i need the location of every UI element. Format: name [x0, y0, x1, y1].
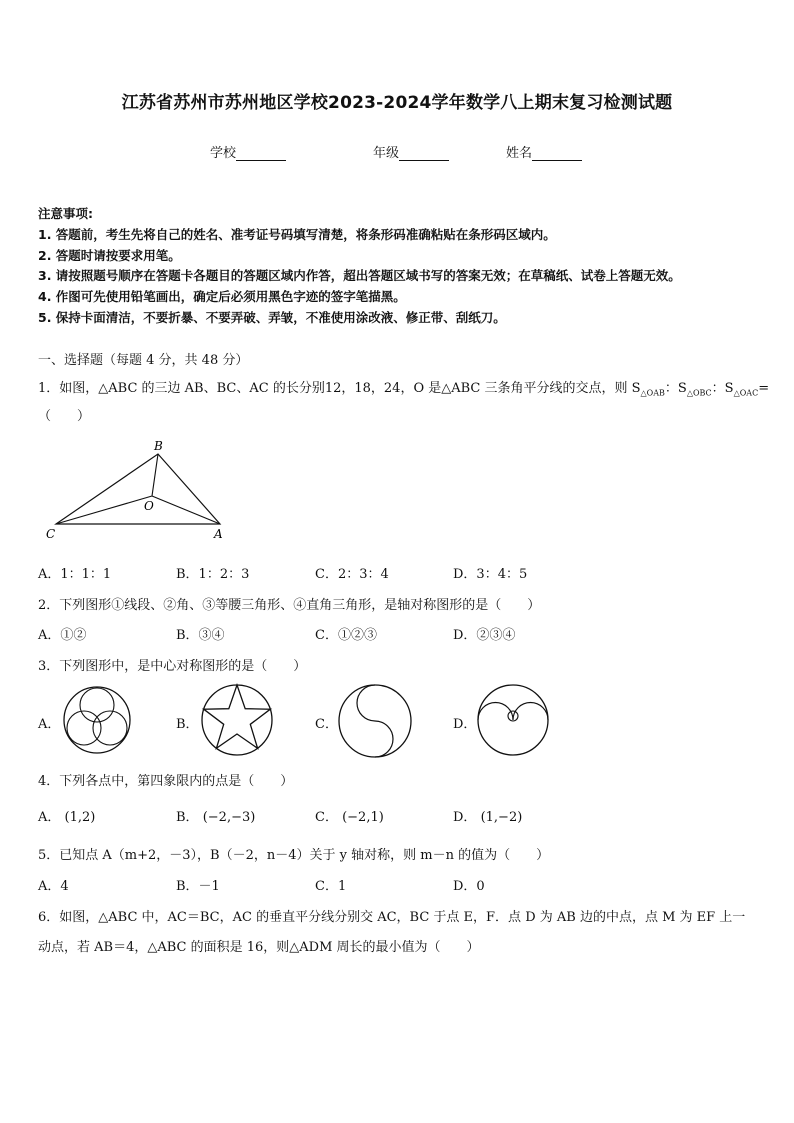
- q4-option-a-label: A．: [38, 810, 61, 825]
- school-label: 学校: [210, 146, 237, 161]
- yin-yang-curve-icon: [337, 683, 413, 759]
- school-blank[interactable]: [236, 147, 286, 161]
- q1-sub-oab: △OAB: [640, 388, 665, 398]
- trefoil-circle-icon: [62, 685, 132, 755]
- q5-option-c[interactable]: C．1: [315, 879, 347, 894]
- q4-option-d-value: (1,−2): [480, 810, 523, 825]
- q5-option-b[interactable]: B．－1: [176, 879, 220, 894]
- q2-option-c[interactable]: C．①②③: [315, 628, 377, 643]
- q1-sub-oac: △OAC: [733, 388, 759, 398]
- question-1-text: [38, 377, 769, 398]
- segment-oa: [152, 496, 220, 524]
- q1-text-part: 1．如图，△ABC 的三边 AB、BC、AC 的长分别12，18，24，O 是△ABC 三条角平分线的交点，则 S: [38, 381, 641, 396]
- question-2-text: 2．下列图形①线段、②角、③等腰三角形、④直角三角形，是轴对称图形的是（ ）: [38, 598, 541, 613]
- question-5-text: 5．已知点 A（m+2，－3），B（－2，n－4）关于 y 轴对称，则 m－n 的值为（ ）: [38, 848, 550, 863]
- name-field[interactable]: [506, 142, 582, 161]
- grade-blank[interactable]: [399, 147, 449, 161]
- q1-equals: =: [758, 381, 770, 396]
- q1-sep: ：S: [664, 381, 687, 396]
- segment-co: [56, 496, 152, 524]
- question-6-text-line2: 动点，若 AB＝4，△ABC 的面积是 16，则△ADM 周长的最小值为（ ）: [38, 940, 480, 955]
- q4-option-b[interactable]: [176, 806, 255, 825]
- q1-sep: ：S: [711, 381, 734, 396]
- question-4-text: 4．下列各点中，第四象限内的点是（ ）: [38, 774, 294, 789]
- label-c: C: [46, 527, 56, 541]
- q4-option-b-label: B．: [176, 810, 199, 825]
- notice-item: 1. 答题前，考生先将自己的姓名、准考证号码填写清楚，将条形码准确粘贴在条形码区域内。: [38, 227, 556, 242]
- q4-option-a-value: (1,2): [64, 810, 96, 825]
- q1-option-c[interactable]: C．2：3：4: [315, 567, 389, 582]
- grade-field[interactable]: [373, 142, 449, 161]
- q4-option-a[interactable]: [38, 806, 95, 825]
- q3-option-c[interactable]: C．: [315, 717, 338, 732]
- notice-item: 2. 答题时请按要求用笔。: [38, 248, 181, 263]
- star-in-circle-icon: [200, 683, 274, 757]
- notice-item: 4. 作图可先使用铅笔画出，确定后必须用黑色字迹的签字笔描黑。: [38, 289, 406, 304]
- q1-option-b[interactable]: B．1：2：3: [176, 567, 250, 582]
- notice-heading: 注意事项:: [38, 206, 93, 221]
- q2-option-d[interactable]: D．②③④: [453, 628, 516, 643]
- q3-option-b[interactable]: B．: [176, 717, 199, 732]
- grade-label: 年级: [373, 146, 400, 161]
- segment-ob: [152, 454, 158, 496]
- question-1-paren: （ ）: [38, 409, 91, 424]
- q5-option-d[interactable]: D．0: [453, 879, 485, 894]
- q4-option-d[interactable]: [453, 806, 522, 825]
- name-blank[interactable]: [532, 147, 582, 161]
- notice-item: 5. 保持卡面清洁，不要折暴、不要弄破、弄皱，不准使用涂改液、修正带、刮纸刀。: [38, 310, 506, 325]
- q4-option-c[interactable]: [315, 806, 384, 825]
- question-6-text-line1: 6．如图，△ABC 中，AC＝BC，AC 的垂直平分线分别交 AC，BC 于点 E，F．点 D 为 AB 边的中点，点 M 为 EF 上一: [38, 910, 746, 925]
- name-label: 姓名: [506, 146, 533, 161]
- notice-item: 3. 请按照题号顺序在答题卡各题目的答题区域内作答，超出答题区域书写的答案无效；在草稿纸、试卷上答题无效。: [38, 268, 681, 283]
- q4-option-d-label: D．: [453, 810, 477, 825]
- question-3-text: 3．下列图形中，是中心对称图形的是（ ）: [38, 659, 307, 674]
- q4-option-c-value: (−2,1): [342, 810, 384, 825]
- q4-option-b-value: (−2,−3): [202, 810, 256, 825]
- q1-option-d[interactable]: D．3：4：5: [453, 567, 528, 582]
- q1-sub-obc: △OBC: [686, 388, 712, 398]
- label-b: B: [154, 439, 163, 453]
- q1-triangle-figure: [40, 436, 240, 546]
- q5-option-a[interactable]: A．4: [38, 879, 69, 894]
- arches-with-small-circle-icon: [476, 683, 550, 757]
- school-field[interactable]: [210, 142, 286, 161]
- label-o: O: [144, 499, 154, 513]
- q2-option-a[interactable]: A．①②: [38, 628, 87, 643]
- q1-option-a[interactable]: A．1：1：1: [38, 567, 112, 582]
- q4-option-c-label: C．: [315, 810, 338, 825]
- q3-option-a[interactable]: A．: [38, 717, 61, 732]
- page-title: 江苏省苏州市苏州地区学校2023-2024学年数学八上期末复习检测试题: [121, 93, 673, 113]
- section-heading: 一、选择题（每题 4 分，共 48 分）: [38, 353, 249, 368]
- q3-option-d[interactable]: D．: [453, 717, 477, 732]
- label-a: A: [214, 527, 223, 541]
- q2-option-b[interactable]: B．③④: [176, 628, 225, 643]
